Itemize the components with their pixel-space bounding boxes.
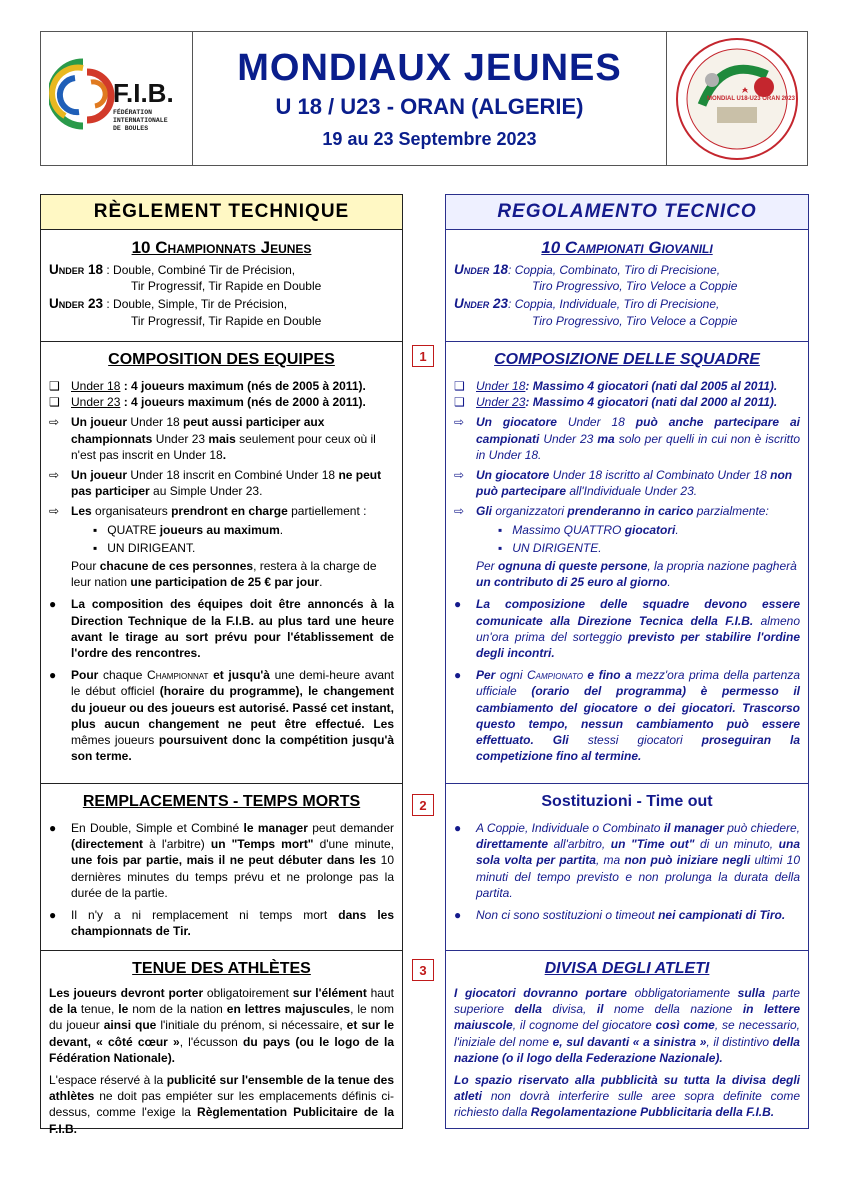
right-timeout-rule: ● A Coppie, Individuale o Combinato il manager può chiedere, direttamente all'arbitro, un "Time out" di un minuto, una sola volta per partita, ma non può iniziare negli ultimi 10 minuti del tempo previsto e non prolunga la durata della partita. (454, 821, 801, 900)
right-championships-section (446, 229, 808, 341)
right-no-substitution-rule: ● Non ci sono sostituzioni o timeout nei campionati di Tiro. (454, 908, 786, 923)
left-u18-line: Under 18 : Double, Combiné Tir de Précision, Tir Progressif, Tir Rapide en Double Under 23 : Double, Simple, Tir de Précision, Tir Progressif, Tir Rapide en Double (49, 262, 322, 328)
left-attire-text: Les joueurs devront porter obligatoirement sur l'élément haut de la tenue, le nom de la nation en lettres majuscules, le nom du joueur ainsi que l'initiale du prénom, si nécessaire, et sur le devant, « côté cœur », l'écusson du pays (ou le logo de la Fédération Nationale). L'espace réservé à la publicité sur l'ensemble de la tenue des athlètes ne doit pas empiéter sur les emplacements définis ci-dessus, comme l'exige la Règlementation Publicitaire de la F.I.B. (49, 986, 395, 1136)
right-u18-limit: ❑ Under 18: Massimo 4 giocatori (nati dal 2005 al 2011). (454, 379, 778, 393)
page-subtitle: U 18 / U23 - ORAN (ALGERIE) (275, 93, 584, 119)
left-timeout-rule: ● En Double, Simple et Combiné le manager peut demander (directement à l'arbitre) un "Temps mort" d'une minute, une fois par partie, mais il ne peut débuter dans les 10 dernières minutes du temps prévu et ne prolonge pas la durée de la partie. (49, 821, 394, 900)
fib-name: F.I.B. (113, 78, 174, 108)
right-rule-3-note: Per ognuna di queste persone, la propria nazione pagherà un contributo di 25 euro al giorno. (476, 559, 797, 590)
right-championships-title: 10 Campionati Giovanili (541, 238, 713, 257)
left-rule-3: ⇨ Les organisateurs prendront en charge partiellement : (49, 504, 367, 519)
left-rule-4: ● La composition des équipes doit être annoncés à la Direction Technique de la F.I.B. au plus tard une heure avant le tirage au sort prévu pour l'établissement de l'ordre des rencontres. (49, 597, 394, 661)
left-main-title: RÈGLEMENT TECHNIQUE (41, 195, 402, 229)
left-attire-section (41, 950, 402, 1136)
left-column-french (40, 194, 403, 1136)
right-composition-title: COMPOSIZIONE DELLE SQUADRE (494, 351, 760, 368)
right-attire-section (446, 950, 808, 1128)
right-attire-text: I giocatori dovranno portare obbligatoriamente sulla parte superiore della divisa, il nome della nazione in lettere maiuscole, il cognome del giocatore così come, se necessario, l'iniziale del nome e, sul davanti « a sinistra », il distintivo della nazione (o il logo della Federazione Nazionale). Lo spazio riservato alla pubblicità su tutta la divisa degli atleti non dovrà interferire sulle aree sopra definite come richiesto dalla Regolamentazione Pubblicitaria della F.I.B. (454, 986, 800, 1120)
left-rule-3-note: Pour chacune de ces personnes, restera à la charge de leur nation une participation de 25 € par jour. (71, 559, 377, 590)
right-composition-section (446, 341, 808, 783)
left-attire-title: TENUE DES ATHLÈTES (132, 960, 311, 977)
right-column-italian (445, 194, 809, 1129)
section-number-1: 1 (412, 345, 434, 367)
right-rule-3: ⇨ Gli organizzatori prenderanno in carico parzialmente: (454, 504, 769, 519)
left-no-replacement-rule: ● Il n'y a ni remplacement ni temps mort dans les championnats de Tir. (49, 908, 395, 939)
right-main-title: REGOLAMENTO TECNICO (446, 195, 808, 229)
left-championships-section (41, 229, 402, 341)
left-u18-limit: ❑ Under 18 : 4 joueurs maximum (nés de 2005 à 2011). (49, 379, 366, 393)
right-rule-3-item-2: ▪ UN DIRIGENTE. (498, 540, 602, 555)
left-u23-limit: ❑ Under 23 : 4 joueurs maximum (nés de 2000 à 2011). (49, 395, 366, 410)
fib-logo-icon (49, 54, 119, 144)
event-dates: 19 au 23 Septembre 2023 (322, 128, 537, 149)
left-rule-1: ⇨ Un joueur Under 18 peut aussi participer aux championnats Under 23 mais seulement pour ceux où il n'est pas inscrit en Under 18. (49, 415, 376, 462)
event-logo-text: MONDIAL U18-U23 ORAN 2023 (707, 96, 795, 102)
left-replacements-section (41, 783, 402, 950)
section-number-2: 2 (412, 794, 434, 816)
right-attire-title: DIVISA DEGLI ATLETI (544, 960, 710, 977)
event-logo (666, 32, 807, 165)
left-championships-title: 10 Championnats Jeunes (131, 238, 312, 257)
right-rule-1: ⇨ Un giocatore Under 18 può anche partecipare ai campionati Under 23 ma solo per quelli in cui non è iscritto in Under 18. (454, 415, 801, 462)
left-composition-section (41, 341, 402, 783)
left-replacements-title: REMPLACEMENTS - TEMPS MORTS (82, 793, 361, 810)
section-number-3: 3 (412, 959, 434, 981)
left-rule-3-item-2: ▪ UN DIRIGEANT. (93, 540, 196, 555)
right-rule-4: ● La composizione delle squadre devono essere comunicate alla Direzione Tecnica della F.I.B. almeno un'ora prima del sorteggio previsto per stabilire l'ordine degli incontri. (454, 597, 801, 661)
fib-logo (41, 32, 193, 165)
page-header (40, 31, 808, 166)
left-composition-title: COMPOSITION DES EQUIPES (108, 351, 335, 368)
right-u18-line: Under 18: Coppia, Combinato, Tiro di Precisione, Tiro Progressivo, Tiro Veloce a Coppie Under 23: Coppia, Individuale, Tiro di Precisione, Tiro Progressivo, Tiro Veloce a Coppie (454, 262, 738, 328)
right-substitutions-section (446, 783, 808, 950)
right-rule-2: ⇨ Un giocatore Under 18 iscritto al Combinato Under 18 non può partecipare all'Individuale Under 23. (454, 468, 793, 499)
page-title: MONDIAUX JEUNES (237, 46, 622, 89)
right-rule-3-item-1: ▪ Massimo QUATTRO giocatori. (498, 522, 679, 537)
right-rule-5: ● Per ogni Campionato e fino a mezz'ora prima della partenza ufficiale (orario del programma) è permesso il cambiamento del giocatore o dei giocatori. Trascorso questo tempo, nessun cambiamento può essere effettuato. Gli stessi giocatori proseguiran la competizione fino al termine. (454, 668, 801, 764)
right-u23-limit: ❑ Under 23: Massimo 4 giocatori (nati dal 2000 al 2011). (454, 395, 778, 410)
left-rule-2: ⇨ Un joueur Under 18 inscrit en Combiné Under 18 ne peut pas participer au Simple Under 23. (49, 468, 382, 499)
left-rule-5: ● Pour chaque Championnat et jusqu'à une demi-heure avant le début officiel (horaire du programme), le changement du joueur ou des joueurs est autorisé. Passé cet instant, plus aucun changement ne peut être effectué. Les mêmes joueurs poursuivent donc la compétition jusqu'à son terme. (49, 668, 395, 764)
header-titles (193, 32, 666, 165)
right-substitutions-title: Sostituzioni - Time out (541, 793, 713, 810)
left-rule-3-item-1: ▪ QUATRE joueurs au maximum. (93, 522, 284, 537)
fib-subtitle: FÉDÉRATION INTERNATIONALE DE BOULES (113, 109, 168, 132)
